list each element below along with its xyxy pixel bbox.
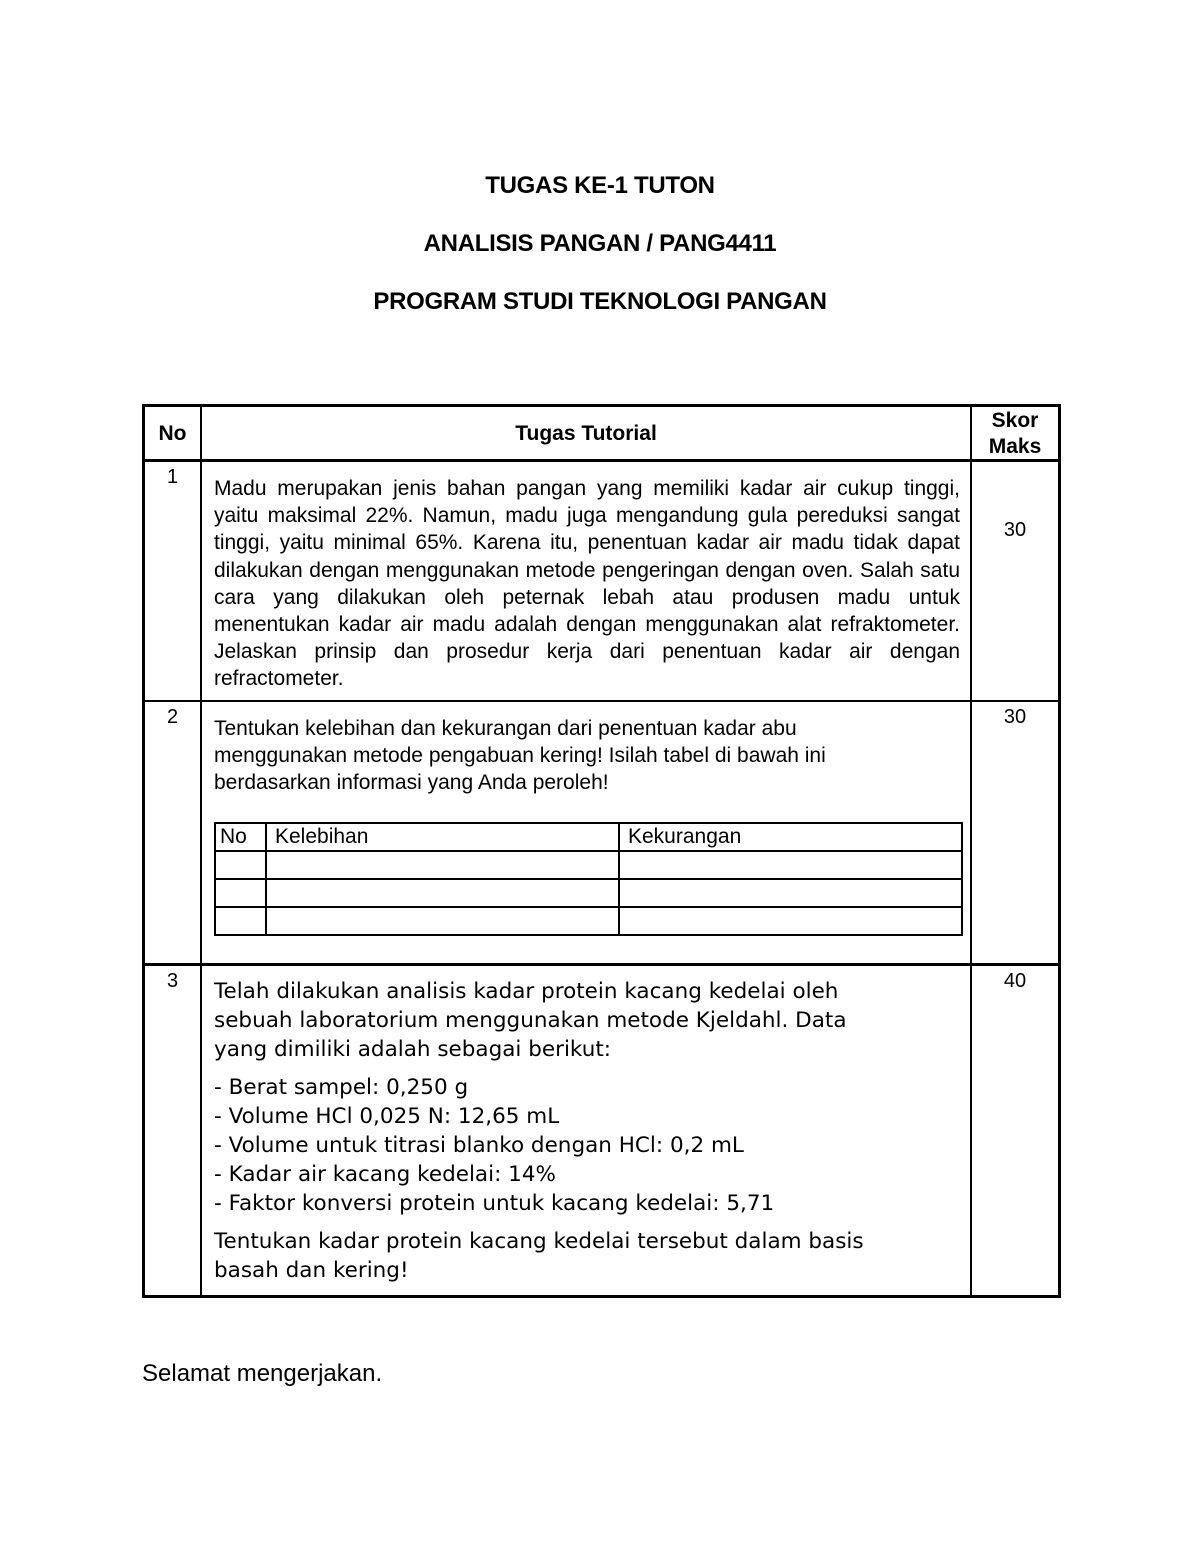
- data-list-item: - Kadar air kacang kedelai: 14%: [214, 1162, 556, 1187]
- row-3-task-text: [214, 977, 964, 1285]
- header-task: Tugas Tutorial: [515, 422, 657, 445]
- document-title: TUGAS KE-1 TUTON: [485, 172, 715, 199]
- table-border-right: [1058, 404, 1061, 1298]
- table-border-top: [142, 404, 1061, 407]
- row-divider: [142, 700, 1061, 702]
- row-2-score: 30: [1003, 706, 1027, 728]
- header-no: No: [158, 422, 187, 445]
- row-3-score: 40: [1003, 970, 1027, 992]
- subtable-line: [214, 934, 963, 936]
- task-table: [142, 404, 1061, 1298]
- subtable-header-advantages: Kelebihan: [275, 825, 369, 848]
- row-3-intro-line: yang dimiliki adalah sebagai berikut:: [214, 1037, 612, 1062]
- row-1-number: 1: [166, 466, 179, 488]
- data-list-item: - Berat sampel: 0,250 g: [214, 1075, 469, 1100]
- row-2-number: 2: [166, 706, 179, 728]
- subtable-line: [618, 822, 620, 936]
- subtable-line: [214, 822, 963, 824]
- data-list-item: - Volume untuk titrasi blanko dengan HCl: 0,2 mL: [214, 1133, 744, 1158]
- row-1-score: 30: [1003, 519, 1027, 541]
- subtable-header-disadvantages: Kekurangan: [628, 825, 742, 848]
- closing-text: Selamat mengerjakan.: [142, 1360, 383, 1387]
- subtable-line: [214, 822, 216, 936]
- table-border-bottom: [142, 1295, 1061, 1298]
- course-title: ANALISIS PANGAN / PANG4411: [423, 230, 777, 257]
- row-3-intro-line: sebuah laboratorium menggunakan metode Kjeldahl. Data: [214, 1008, 847, 1033]
- header-score: [972, 408, 1058, 460]
- subtable-line: [961, 822, 963, 936]
- header-score-line2: Maks: [988, 435, 1042, 458]
- data-list-item: - Faktor konversi protein untuk kacang kedelai: 5,71: [214, 1191, 775, 1216]
- row-3-intro-line: Telah dilakukan analisis kadar protein kacang kedelai oleh: [214, 979, 839, 1004]
- row-3-outro-line: basah dan kering!: [214, 1258, 409, 1283]
- row-divider: [142, 963, 1061, 966]
- row-2-task-text: [214, 715, 960, 797]
- row-3-number: 3: [166, 970, 179, 992]
- table-border-left: [142, 404, 145, 1298]
- row-2-text-line: menggunakan metode pengabuan kering! Isilah tabel di bawah ini: [214, 744, 826, 768]
- subtable-line: [214, 906, 963, 908]
- header-score-line1: Skor: [991, 409, 1039, 432]
- row-1-task-text: Madu merupakan jenis bahan pangan yang memiliki kadar air cukup tinggi, yaitu maksimal 22%. Namun, madu juga mengandung gula pereduksi sangat tinggi, yaitu minimal 65%. Karena itu, penentuan kadar air madu tidak dapat dilakukan dengan menggunakan metode pengeringan dengan oven. Salah satu cara yang dilakukan oleh peternak lebah atau produsen madu untuk menentukan kadar air madu adalah dengan menggunakan alat refraktometer. Jelaskan prinsip dan prosedur kerja dari penentuan kadar air dengan refractometer.: [214, 477, 960, 691]
- subtable-line: [214, 850, 963, 852]
- subtable-line: [265, 822, 267, 936]
- column-divider: [200, 404, 202, 1298]
- program-title: PROGRAM STUDI TEKNOLOGI PANGAN: [373, 288, 827, 315]
- subtable-line: [214, 878, 963, 880]
- subtable-header-no: No: [220, 825, 247, 848]
- advantages-table: [214, 822, 963, 937]
- row-2-text-line: Tentukan kelebihan dan kekurangan dari penentuan kadar abu: [214, 717, 797, 740]
- data-list-item: - Volume HCl 0,025 N: 12,65 mL: [214, 1104, 560, 1129]
- row-2-text-line: berdasarkan informasi yang Anda peroleh!: [214, 771, 609, 795]
- row-divider: [142, 459, 1061, 462]
- row-3-outro-line: Tentukan kadar protein kacang kedelai tersebut dalam basis: [214, 1229, 864, 1254]
